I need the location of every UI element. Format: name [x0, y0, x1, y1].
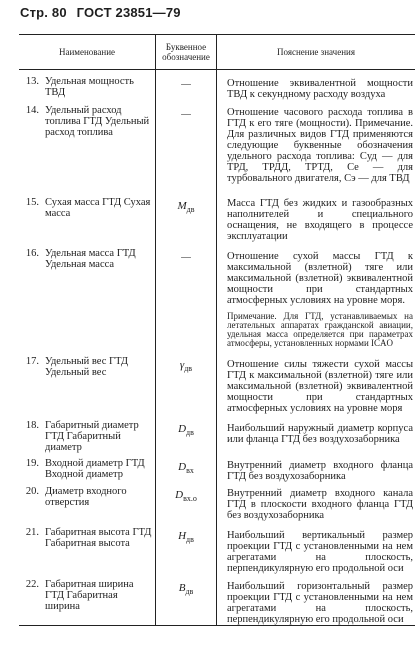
- symbol-cell: [156, 414, 217, 453]
- symbol-subscript: дв: [186, 535, 194, 545]
- term-text: Входной диаметр ГТД Входной диаметр: [45, 458, 145, 480]
- symbol-main: M: [177, 200, 187, 212]
- symbol-cell: [156, 242, 217, 348]
- symbol-main: —: [181, 251, 191, 263]
- symbol-cell: [156, 189, 217, 242]
- symbol-main: H: [178, 530, 187, 542]
- symbol-subscript: вх: [186, 466, 194, 476]
- table-row: [19, 100, 415, 189]
- letter-symbol: [156, 582, 216, 598]
- definition-cell: [217, 189, 416, 242]
- definition-text: Отношение эквивалентной мощности ТВД к секундному расходу воздуха: [227, 78, 413, 100]
- definition-cell: [217, 348, 416, 414]
- symbol-cell: [156, 482, 217, 521]
- definition-cell: [217, 521, 416, 574]
- term-text: Габаритная ширина ГТД Габаритная ширина: [45, 579, 134, 612]
- definition-note: Примечание. Для ГТД, устанавливаемых на летательных аппаратах гражданской авиации, удельная масса определяется при параметрах атмосферы, установленных нормами ICAO: [227, 311, 413, 348]
- symbol-main: D: [178, 461, 187, 473]
- definition-text: Наибольший горизонтальный размер проекции ГТД с установленными на нем агрегатами на плоскость, перпендикулярную его продольной оси: [227, 581, 413, 625]
- definition-text: Отношение часового расхода топлива в ГТД к его тяге (мощности). Примечание. Для различных видов ГТД применяются следующие буквенные обозначения удельного расхода топлива: Cуд — для ТРД, ТРДД, ТРТД, Cе — для турбовального двигателя, Cэ — для ТВД: [227, 107, 413, 184]
- term-number: 18.: [25, 420, 39, 431]
- definition-text: Отношение сухой массы ГТД к максимальной (взлетной) тяге или максимальной (взлетной) эквивалентной мощности при стандартных атмосферных условиях на уровне моря.: [227, 251, 413, 306]
- term-cell: [19, 574, 156, 626]
- symbol-cell: [156, 521, 217, 574]
- symbol-cell: [156, 348, 217, 414]
- term-number: 14.: [25, 105, 39, 116]
- letter-symbol: [156, 200, 216, 216]
- letter-symbol: [156, 461, 216, 477]
- definition-cell: [217, 453, 416, 482]
- definition-text: Внутренний диаметр входного фланца ГТД без воздухозаборника: [227, 460, 413, 482]
- page-number: Стр. 80: [20, 5, 67, 20]
- term-number: 16.: [25, 248, 39, 259]
- term-cell: [19, 453, 156, 482]
- definition-text: Внутренний диаметр входного канала ГТД в плоскости входного фланца ГТД без воздухозаборника: [227, 488, 413, 521]
- page-header: [20, 5, 187, 20]
- symbol-main: D: [178, 423, 187, 435]
- column-header-definition: Пояснение значения: [217, 35, 416, 70]
- definition-cell: [217, 574, 416, 626]
- definition-text: Отношение силы тяжести сухой массы ГТД к максимальной (взлетной) тяге или максимальной (взлетной) эквивалентной мощности при стандартных атмосферных условиях на уровне моря: [227, 359, 413, 414]
- term-cell: [19, 521, 156, 574]
- symbol-main: γ: [179, 359, 185, 371]
- term-number: 22.: [25, 579, 39, 590]
- term-text: Удельный вес ГТД Удельный вес: [45, 356, 129, 378]
- table-row: [19, 189, 415, 242]
- symbol-cell: [156, 100, 217, 189]
- term-cell: [19, 70, 156, 101]
- term-number: 21.: [25, 527, 39, 538]
- symbol-subscript: дв: [186, 205, 195, 215]
- table-row: [19, 453, 415, 482]
- symbol-subscript: вх.о: [183, 494, 197, 504]
- symbol-main: —: [181, 108, 191, 120]
- letter-symbol: [156, 78, 216, 94]
- term-number: 19.: [25, 458, 39, 469]
- definition-cell: [217, 100, 416, 189]
- term-text: Габаритный диаметр ГТД Габаритный диаметр: [45, 420, 139, 453]
- symbol-main: B: [178, 582, 186, 594]
- definition-text: Наибольший вертикальный размер проекции ГТД с установленными на нем агрегатами на плоскость, перпендикулярную его продольной оси: [227, 530, 413, 574]
- symbol-cell: [156, 70, 217, 101]
- definition-cell: [217, 242, 416, 348]
- definition-cell: [217, 414, 416, 453]
- letter-symbol: [156, 489, 216, 505]
- term-text: Сухая масса ГТД Сухая масса: [45, 197, 151, 219]
- table-row: [19, 521, 415, 574]
- term-text: Удельная масса ГТД Удельная масса: [45, 248, 136, 270]
- term-text: Удельная мощность ТВД: [45, 76, 134, 98]
- term-text: Диаметр входного отверстия: [45, 486, 127, 508]
- table-row: [19, 574, 415, 626]
- column-header-name: Наименование: [19, 35, 156, 70]
- symbol-cell: [156, 574, 217, 626]
- symbol-subscript: дв: [186, 428, 194, 438]
- term-text: Удельный расход топлива ГТД Удельный расход топлива: [45, 105, 150, 138]
- letter-symbol: [156, 423, 216, 439]
- symbol-subscript: дв: [184, 364, 193, 374]
- table-header-row: [19, 35, 415, 70]
- definition-text: Масса ГТД без жидких и газообразных наполнителей и специального оснащения, не входящего в процессе эксплуатации: [227, 198, 413, 242]
- term-cell: [19, 482, 156, 521]
- symbol-main: D: [175, 489, 184, 501]
- table-row: [19, 70, 415, 101]
- letter-symbol: [156, 251, 216, 267]
- term-cell: [19, 414, 156, 453]
- column-header-symbol: Буквенное обозначение: [156, 35, 217, 70]
- symbol-main: —: [181, 78, 191, 90]
- term-number: 20.: [25, 486, 39, 497]
- table-row: [19, 242, 415, 348]
- symbol-subscript: дв: [185, 587, 194, 597]
- term-text: Габаритная высота ГТД Габаритная высота: [45, 527, 152, 549]
- definition-cell: [217, 482, 416, 521]
- term-number: 13.: [25, 76, 39, 87]
- definition-cell: [217, 70, 416, 101]
- term-cell: [19, 348, 156, 414]
- term-number: 17.: [25, 356, 39, 367]
- letter-symbol: [156, 108, 216, 124]
- term-cell: [19, 242, 156, 348]
- definition-text: Наибольший наружный диаметр корпуса или фланца ГТД без воздухозаборника: [227, 423, 413, 445]
- table-body: [19, 70, 415, 626]
- standard-code: ГОСТ 23851—79: [76, 5, 181, 20]
- term-cell: [19, 189, 156, 242]
- term-number: 15.: [25, 197, 39, 208]
- table-row: [19, 348, 415, 414]
- term-cell: [19, 100, 156, 189]
- table-row: [19, 414, 415, 453]
- letter-symbol: [156, 530, 216, 546]
- table-row: [19, 482, 415, 521]
- letter-symbol: [156, 359, 216, 375]
- symbol-cell: [156, 453, 217, 482]
- terms-table: [19, 34, 415, 626]
